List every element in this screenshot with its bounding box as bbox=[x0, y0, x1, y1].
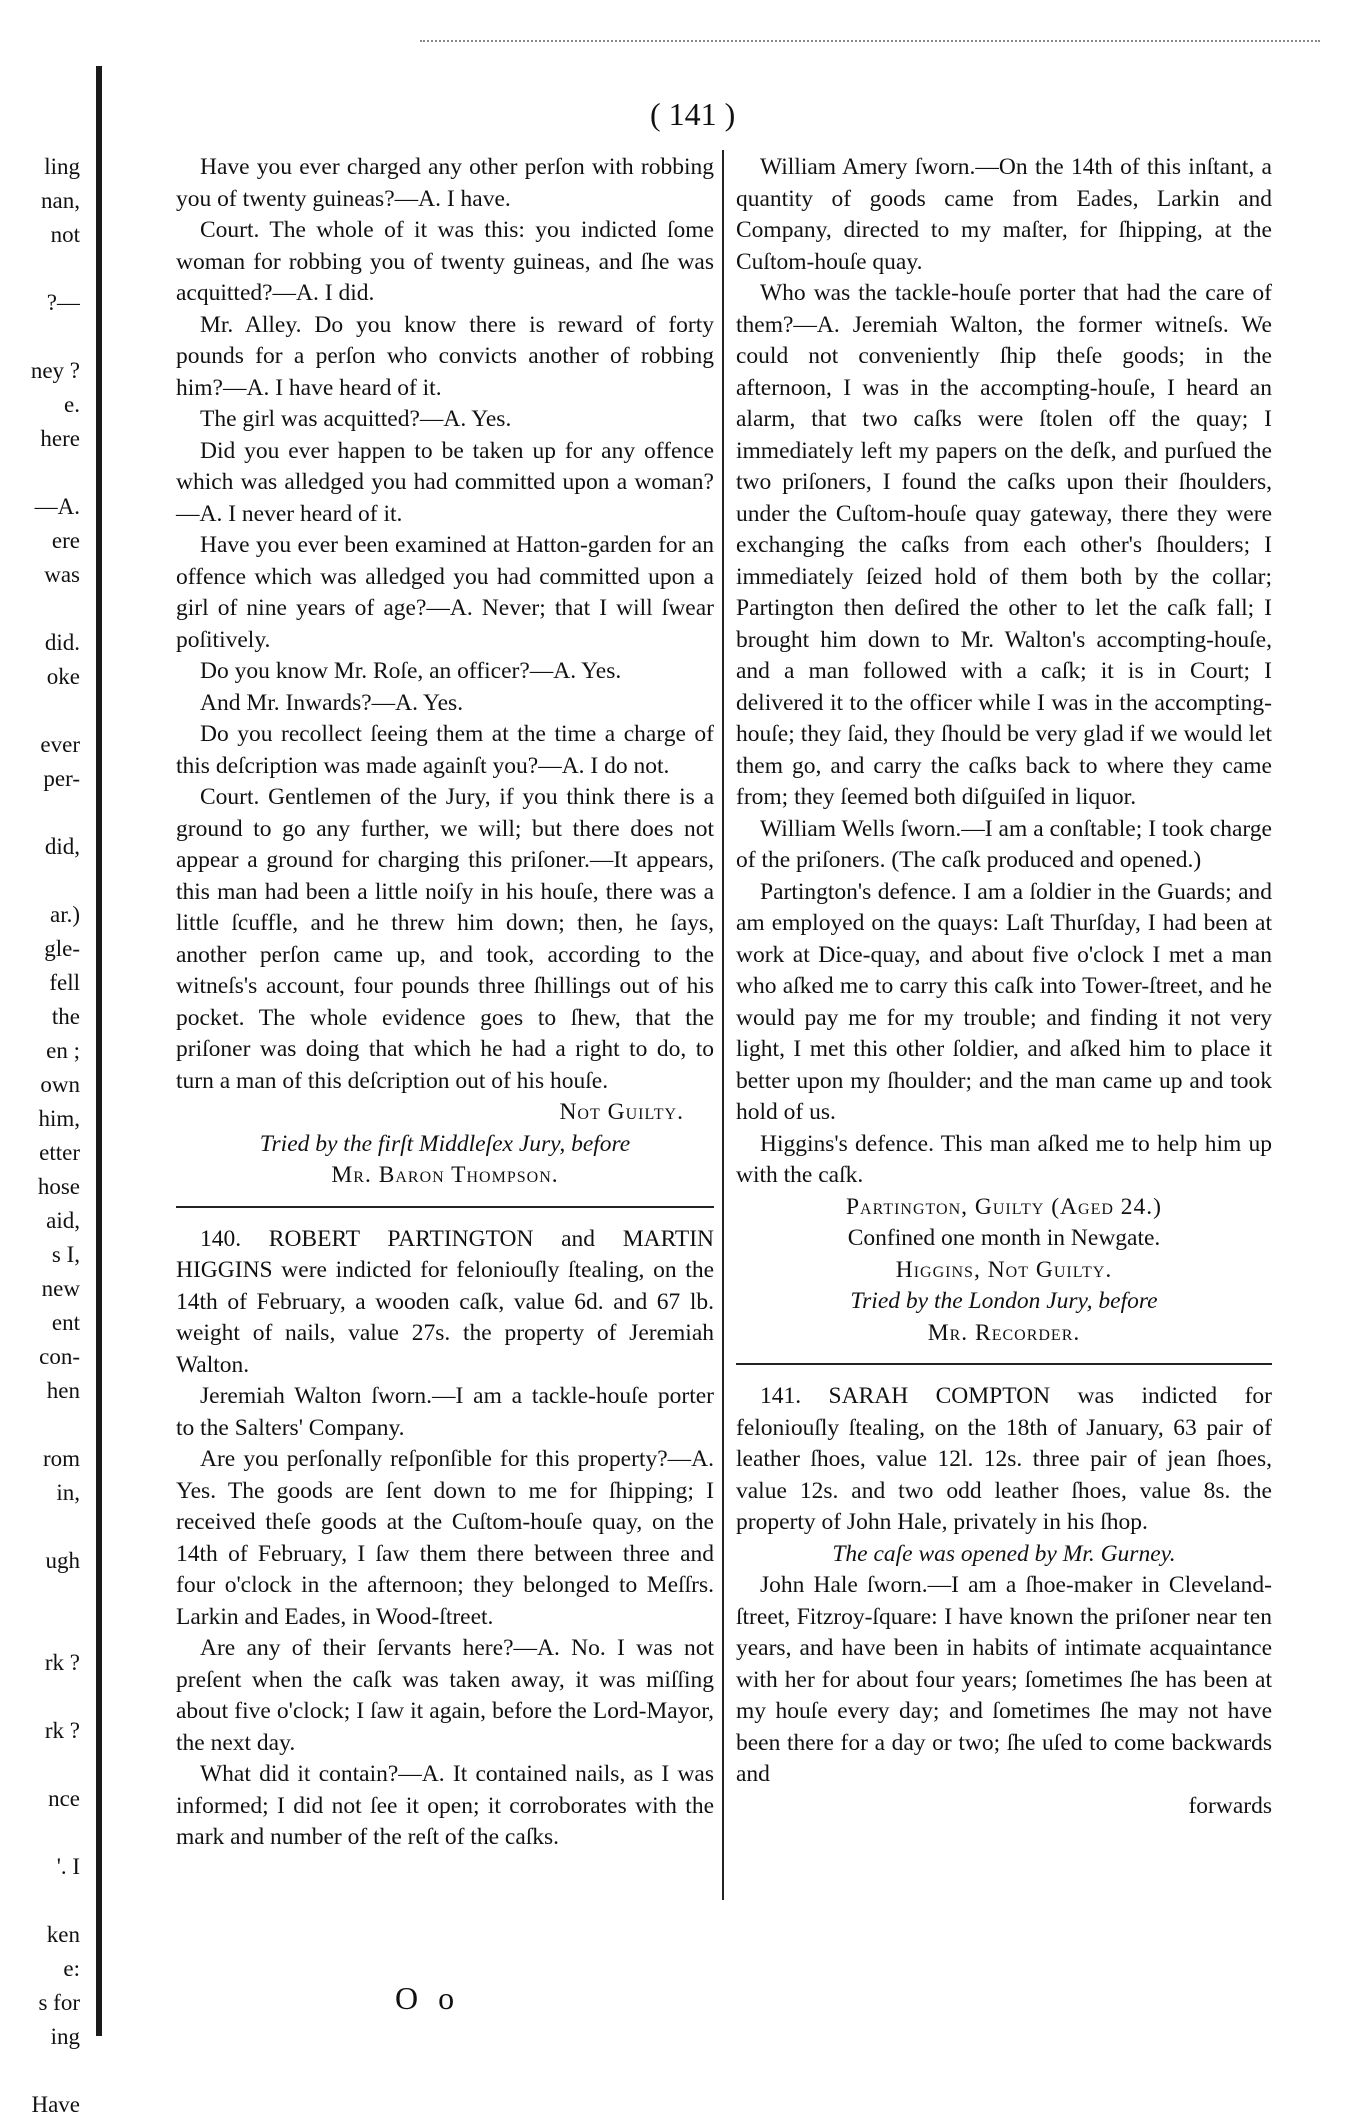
sentence: Confined one month in Newgate. bbox=[847, 1225, 1161, 1251]
margin-fragment: did, bbox=[44, 834, 80, 859]
question-paragraph: What did it contain?—A. It contained nails, as I was informed; I did not ſee it open; it corroborates with the mark and number of the reſt of the caſks. bbox=[176, 1761, 714, 1850]
margin-fragment: ugh bbox=[45, 1548, 80, 1573]
question-paragraph: Who was the tackle-houſe porter that had the care of them?—A. Jeremiah Walton, the former witneſs. We could not conveniently ſhip theſe goods; in the afternoon, I was in the accompting-houſe, I heard an alarm, that two caſks were ſtolen off the quay; I immediately left my papers on the deſk, and purſued the two priſoners, I found the caſks upon their ſhoulders, under the Cuſtom-houſe quay gateway, there they were exchanging the caſks from each other's ſhoulders; I immediately ſeized hold of them both by the collar; Partington then deſired the other to let the caſk fall; I brought him down to Mr. Walton's accompting-houſe, and a man followed with a caſk; it is in Court; I delivered it to the officer while I was in the accompting-houſe; they ſaid, they ſhould be very glad if we would let them go, and carry the caſks back to where they came from; they ſeemed both diſguiſed in liquor. bbox=[736, 280, 1272, 810]
margin-fragment: hose bbox=[37, 1174, 80, 1199]
margin-fragment bbox=[0, 1680, 80, 1714]
margin-fragment: rk ? bbox=[44, 1718, 80, 1743]
witness-paragraph: William Amery ſworn.—On the 14th of this inſtant, a quantity of goods came from Eades, Larkin and Company, directed to my maſter, for ſhipping, at the Cuſtom-houſe quay. bbox=[736, 154, 1272, 275]
margin-fragment: con- bbox=[39, 1344, 80, 1369]
signature-mark: O o bbox=[395, 1980, 461, 2016]
margin-fragment: ere bbox=[51, 528, 80, 553]
margin-fragment bbox=[0, 1408, 80, 1442]
margin-fragment bbox=[0, 592, 80, 626]
margin-fragment bbox=[0, 1816, 80, 1850]
margin-fragment bbox=[0, 864, 80, 898]
left-column bbox=[176, 152, 714, 1854]
margin-fragment: —A. bbox=[34, 494, 80, 519]
margin-fragment: here bbox=[40, 426, 80, 451]
margin-fragment bbox=[0, 694, 80, 728]
verdict: Higgins, Not Guilty. bbox=[895, 1256, 1113, 1283]
defence-paragraph: Higgins's defence. This man aſked me to help him up with the caſk. bbox=[736, 1130, 1272, 1188]
margin-fragment: etter bbox=[39, 1140, 80, 1165]
margin-fragment bbox=[0, 252, 80, 286]
margin-fragment: ney ? bbox=[30, 358, 80, 383]
tried-by: Tried by the firſt Middleſex Jury, before bbox=[259, 1130, 631, 1157]
case-heading: 141. SARAH COMPTON was indicted for feloniouſly ſtealing, on the 18th of January, 63 pair of leather ſhoes, value 12l. 12s. three pair of jean ſhoes, value 12s. and two odd leather ſhoes, value 8s. the property of John Hale, privately in his ſhop. bbox=[736, 1383, 1272, 1535]
margin-fragment: did. bbox=[44, 630, 80, 655]
margin-fragment bbox=[0, 456, 80, 490]
margin-fragment: per- bbox=[43, 766, 80, 791]
margin-fragment: nce bbox=[48, 1786, 80, 1811]
question-paragraph: Are any of their ſervants here?—A. No. I was not preſent when the caſk was taken away, it was miſſing about five o'clock; I ſaw it again, before the Lord-Mayor, the next day. bbox=[176, 1635, 714, 1756]
margin-fragment: ar.) bbox=[49, 902, 80, 927]
margin-fragment: aid, bbox=[46, 1208, 80, 1233]
margin-fragment: not bbox=[50, 222, 80, 247]
margin-fragment: ever bbox=[40, 732, 80, 757]
margin-fragment: oke bbox=[46, 664, 80, 689]
margin-fragment: en ; bbox=[46, 1038, 80, 1063]
margin-fragment: own bbox=[40, 1072, 80, 1097]
question-paragraph: Do you know Mr. Roſe, an officer?—A. Yes. bbox=[200, 658, 622, 684]
margin-fragment bbox=[0, 1884, 80, 1918]
column-rule bbox=[722, 150, 724, 1900]
margin-fragment: s for bbox=[38, 1990, 80, 2015]
margin-fragment: hen bbox=[46, 1378, 80, 1403]
margin-fragment: s I, bbox=[51, 1242, 80, 1267]
court-paragraph: Court. Gentlemen of the Jury, if you think there is a ground to go any further, we will; but there does not appear a ground for charging this priſoner.—It appears, this man had been a little noiſy in his houſe, there was a little ſcuffle, and he threw him down; then, he ſays, another perſon came up, and took, according to the witneſs's account, four pounds three ſhillings out of his pocket. The whole evidence goes to ſhew, that the priſoner was doing that which he had a right to do, to turn a man of this deſcription out of his houſe. bbox=[176, 784, 714, 1094]
case-opened-note: The caſe was opened by Mr. Gurney. bbox=[832, 1540, 1176, 1567]
margin-fragment bbox=[0, 796, 80, 830]
margin-fragment: ling bbox=[44, 154, 80, 179]
margin-fragment: ?— bbox=[46, 290, 80, 315]
case-heading: 140. ROBERT PARTINGTON and MARTIN HIGGINS were indicted for feloniouſly ſtealing, on the 14th of February, a wooden caſk, value 6d. and 67 lb. weight of nails, value 27s. the property of Jeremiah Walton. bbox=[176, 1225, 714, 1378]
judge: Mr. Baron Thompson. bbox=[331, 1162, 559, 1188]
question-paragraph: Have you ever charged any other perſon with robbing you of twenty guineas?—A. I have. bbox=[176, 154, 714, 212]
margin-fragment: new bbox=[41, 1276, 80, 1301]
margin-fragment: Have bbox=[31, 2092, 80, 2117]
tried-by: Tried by the London Jury, before bbox=[850, 1288, 1158, 1314]
case-separator bbox=[176, 1206, 714, 1208]
margin-fragment: in, bbox=[56, 1480, 80, 1505]
margin-fragment bbox=[0, 2054, 80, 2088]
margin-fragment: ing bbox=[50, 2024, 80, 2049]
case-separator bbox=[736, 1363, 1272, 1365]
witness-paragraph: John Hale ſworn.—I am a ſhoe-maker in Cleveland-ſtreet, Fitzroy-ſquare: I have known the priſoner near ten years, and have been in habits of intimate acquaintance with her for about four years; ſometimes ſhe has been at my houſe every day; and ſometimes ſhe may not have been there for a day or two; ſhe uſed to come backwards and bbox=[736, 1572, 1272, 1787]
margin-fragment bbox=[0, 1612, 80, 1646]
catchword: forwards bbox=[1188, 1792, 1272, 1819]
right-column bbox=[736, 152, 1272, 1822]
margin-fragment: nan, bbox=[41, 188, 80, 213]
binding-edge bbox=[96, 66, 102, 2036]
question-paragraph: Are you perſonally reſponſible for this property?—A. Yes. The goods are ſent down to me for ſhipping; I received theſe goods at the Cuſtom-houſe quay, on the 14th of February, I ſaw them there between three and four o'clock in the afternoon; they belonged to Meſſrs. Larkin and Eades, in Wood-ſtreet. bbox=[176, 1446, 714, 1630]
scan-noise bbox=[420, 40, 1320, 46]
defence-paragraph: Partington's defence. I am a ſoldier in the Guards; and am employed on the quays: Laſt Thurſday, I had been at work at Dice-quay, and about five o'clock I met a man who aſked me to carry this caſk into Tower-ſtreet, and he would pay me for my trouble; and finding it not very light, I met this other ſoldier, and aſked him to place it better upon my ſhoulder; and the man came up and took hold of us. bbox=[736, 878, 1272, 1125]
witness-paragraph: Jeremiah Walton ſworn.—I am a tackle-houſe porter to the Salters' Company. bbox=[176, 1383, 714, 1441]
question-paragraph: And Mr. Inwards?—A. Yes. bbox=[200, 689, 464, 716]
witness-paragraph: William Wells ſworn.—I am a conſtable; I took charge of the priſoners. (The caſk produced and opened.) bbox=[736, 815, 1272, 873]
margin-fragment: '. I bbox=[56, 1854, 80, 1879]
question-paragraph: Mr. Alley. Do you know there is reward of forty pounds for a perſon who convicts another of robbing him?—A. I have heard of it. bbox=[176, 311, 714, 401]
margin-fragment: fell bbox=[49, 970, 80, 995]
margin-fragment: e. bbox=[64, 392, 80, 417]
judge: Mr. Recorder. bbox=[927, 1319, 1081, 1346]
court-paragraph: Court. The whole of it was this: you indicted ſome woman for robbing you of twenty guineas, and ſhe was acquitted?—A. I did. bbox=[176, 217, 714, 306]
margin-fragment bbox=[0, 1748, 80, 1782]
margin-fragment: gle- bbox=[44, 936, 80, 961]
margin-fragment: ken bbox=[46, 1922, 80, 1947]
margin-fragment: was bbox=[44, 562, 80, 587]
margin-fragment: ent bbox=[51, 1310, 80, 1335]
question-paragraph: Do you recollect ſeeing them at the time a charge of this deſcription was made againſt you?—A. I do not. bbox=[176, 721, 714, 779]
margin-fragment bbox=[0, 1510, 80, 1544]
question-paragraph: Did you ever happen to be taken up for any offence which was alledged you had committed upon a woman?—A. I never heard of it. bbox=[176, 437, 714, 527]
question-paragraph: The girl was acquitted?—A. Yes. bbox=[200, 406, 512, 432]
page-number: ( 141 ) bbox=[650, 96, 736, 132]
margin-fragment: rom bbox=[42, 1446, 80, 1471]
margin-fragment: the bbox=[51, 1004, 80, 1029]
verdict: Partington, Guilty (Aged 24.) bbox=[845, 1193, 1162, 1220]
previous-page-margin bbox=[0, 150, 80, 2122]
margin-fragment bbox=[0, 1578, 80, 1612]
margin-fragment: him, bbox=[38, 1106, 80, 1131]
margin-fragment: rk ? bbox=[44, 1650, 80, 1675]
question-paragraph: Have you ever been examined at Hatton-garden for an offence which was alledged you had committed upon a girl of nine years of age?—A. Never; that I will ſwear poſitively. bbox=[176, 532, 714, 653]
margin-fragment bbox=[0, 320, 80, 354]
verdict: Not Guilty. bbox=[559, 1099, 684, 1125]
margin-fragment: e: bbox=[63, 1956, 80, 1981]
